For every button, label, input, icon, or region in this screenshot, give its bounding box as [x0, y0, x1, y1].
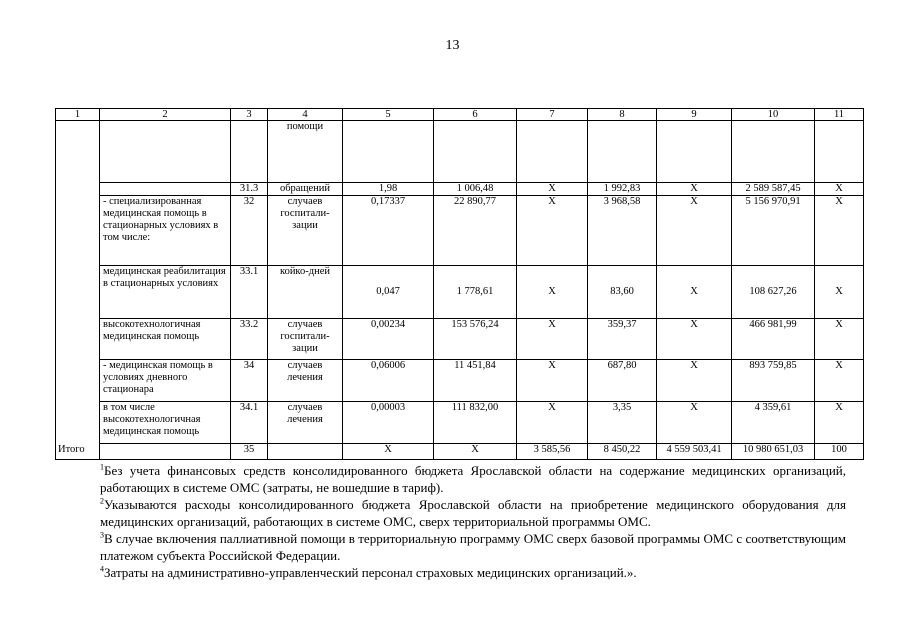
footnote-mark: 1	[100, 462, 104, 472]
cell-value: X	[657, 196, 732, 266]
cell-value: 100	[815, 444, 864, 460]
cell-name	[100, 121, 231, 183]
footnote-2	[60, 496, 846, 530]
cell-name: медицинская реабилитация в стационарных условиях	[100, 266, 231, 319]
cell-value: X	[815, 360, 864, 402]
cell-value: 3,35	[588, 402, 657, 444]
cell-value: X	[517, 402, 588, 444]
cell-code: 33.1	[231, 266, 268, 319]
footnote-mark: 2	[100, 496, 104, 506]
cell-name: - медицинская помощь в условиях дневного стационара	[100, 360, 231, 402]
cell-value: 893 759,85	[732, 360, 815, 402]
cell-value: X	[657, 360, 732, 402]
cell-value: 466 981,99	[732, 319, 815, 360]
cell-value: X	[517, 183, 588, 196]
table-row	[56, 183, 864, 196]
cell-value: X	[815, 402, 864, 444]
table-row	[56, 319, 864, 360]
cell-value: X	[657, 183, 732, 196]
page-number: 13	[445, 38, 460, 53]
cell-value	[732, 121, 815, 183]
cell-name: высокотехнологичная медицинская помощь	[100, 319, 231, 360]
header-cell: 10	[732, 109, 815, 121]
cell-value: 108 627,26	[732, 266, 815, 319]
cell-value: 1 992,83	[588, 183, 657, 196]
cell-value: 3 585,56	[517, 444, 588, 460]
cell-value: 2 589 587,45	[732, 183, 815, 196]
cell-value	[343, 121, 434, 183]
table-header-row	[56, 109, 864, 121]
cell-name	[100, 183, 231, 196]
cell-code	[231, 121, 268, 183]
cell-value: X	[815, 266, 864, 319]
cell-value: 0,00234	[343, 319, 434, 360]
footnote-mark: 3	[100, 530, 104, 540]
cell-unit: обращений	[268, 183, 343, 196]
header-cell: 11	[815, 109, 864, 121]
cell-value: 22 890,77	[434, 196, 517, 266]
header-cell: 7	[517, 109, 588, 121]
cell-unit	[268, 444, 343, 460]
total-label-text: Итого	[58, 444, 85, 455]
cell-value: 4 559 503,41	[657, 444, 732, 460]
cell-value: 153 576,24	[434, 319, 517, 360]
cell-value	[517, 121, 588, 183]
footnote-3	[60, 530, 846, 564]
cell-value: 0,06006	[343, 360, 434, 402]
cell-code: 33.2	[231, 319, 268, 360]
cell-code: 32	[231, 196, 268, 266]
cell-unit: случаев госпитали-зации	[268, 319, 343, 360]
cell-value: X	[343, 444, 434, 460]
cell-value	[588, 121, 657, 183]
header-cell: 1	[56, 109, 100, 121]
cell-value: 0,047	[343, 266, 434, 319]
header-cell: 6	[434, 109, 517, 121]
cell-unit: койко-дней	[268, 266, 343, 319]
footnote-1	[60, 462, 846, 496]
cell-value: 10 980 651,03	[732, 444, 815, 460]
cell-value: 359,37	[588, 319, 657, 360]
footnote-mark: 4	[100, 564, 104, 574]
cell-code: 34.1	[231, 402, 268, 444]
cell-value: 11 451,84	[434, 360, 517, 402]
footnotes	[60, 462, 846, 581]
table-row	[56, 121, 864, 183]
cell-value: X	[517, 360, 588, 402]
table-row	[56, 266, 864, 319]
cell-value: X	[657, 402, 732, 444]
cell-value: 3 968,58	[588, 196, 657, 266]
cell-value: 111 832,00	[434, 402, 517, 444]
cell-value: 1 006,48	[434, 183, 517, 196]
cell-value: 0,00003	[343, 402, 434, 444]
header-cell: 8	[588, 109, 657, 121]
cell-value: 8 450,22	[588, 444, 657, 460]
cell-unit: помощи	[268, 121, 343, 183]
cell-value: 4 359,61	[732, 402, 815, 444]
cell-value: X	[815, 196, 864, 266]
cell-value: 0,17337	[343, 196, 434, 266]
header-cell: 3	[231, 109, 268, 121]
header-cell: 5	[343, 109, 434, 121]
footnote-4	[60, 564, 846, 581]
data-table	[55, 108, 864, 460]
cell-value: 5 156 970,91	[732, 196, 815, 266]
footnote-text: В случае включения паллиативной помощи в территориальную программу ОМС сверх базовой программы ОМС с соответствующим платежом субъекта Российской Федерации.	[100, 531, 846, 563]
cell-value: 83,60	[588, 266, 657, 319]
cell-unit: случаев лечения	[268, 402, 343, 444]
table-row	[56, 196, 864, 266]
cell-value: X	[657, 319, 732, 360]
total-label	[58, 444, 231, 460]
cell-value	[434, 121, 517, 183]
group-cell	[56, 121, 100, 460]
footnote-text: Указываются расходы консолидированного бюджета Ярославской области на приобретение медицинского оборудования для медицинских организаций, работающих в системе ОМС, сверх территориальной программы ОМС.	[100, 497, 846, 529]
cell-value: X	[434, 444, 517, 460]
cell-unit: случаев госпитали-зации	[268, 196, 343, 266]
cell-code: 35	[231, 444, 268, 460]
cell-code: 31.3	[231, 183, 268, 196]
cell-name: - специализированная медицинская помощь в стационарных условиях в том числе:	[100, 196, 231, 266]
header-cell: 2	[100, 109, 231, 121]
cell-value: X	[517, 266, 588, 319]
cell-value: X	[657, 266, 732, 319]
cell-name: в том числе высокотехнологичная медицинская помощь	[100, 402, 231, 444]
header-cell: 9	[657, 109, 732, 121]
footnote-text: Затраты на административно-управленческий персонал страховых медицинских организаций.».	[104, 565, 637, 580]
header-cell: 4	[268, 109, 343, 121]
cell-value: 1,98	[343, 183, 434, 196]
footnote-text: Без учета финансовых средств консолидированного бюджета Ярославской области на содержание медицинских организаций, работающих в системе ОМС (затраты, не вошедшие в тариф).	[100, 463, 846, 495]
cell-value	[815, 121, 864, 183]
cell-value: 687,80	[588, 360, 657, 402]
table-row	[56, 402, 864, 444]
cell-unit: случаев лечения	[268, 360, 343, 402]
cell-value: X	[815, 183, 864, 196]
cell-code: 34	[231, 360, 268, 402]
cell-value	[657, 121, 732, 183]
cell-value: X	[815, 319, 864, 360]
total-row	[56, 444, 864, 460]
cell-value: X	[517, 196, 588, 266]
table-row	[56, 360, 864, 402]
cell-value: X	[517, 319, 588, 360]
cell-value: 1 778,61	[434, 266, 517, 319]
